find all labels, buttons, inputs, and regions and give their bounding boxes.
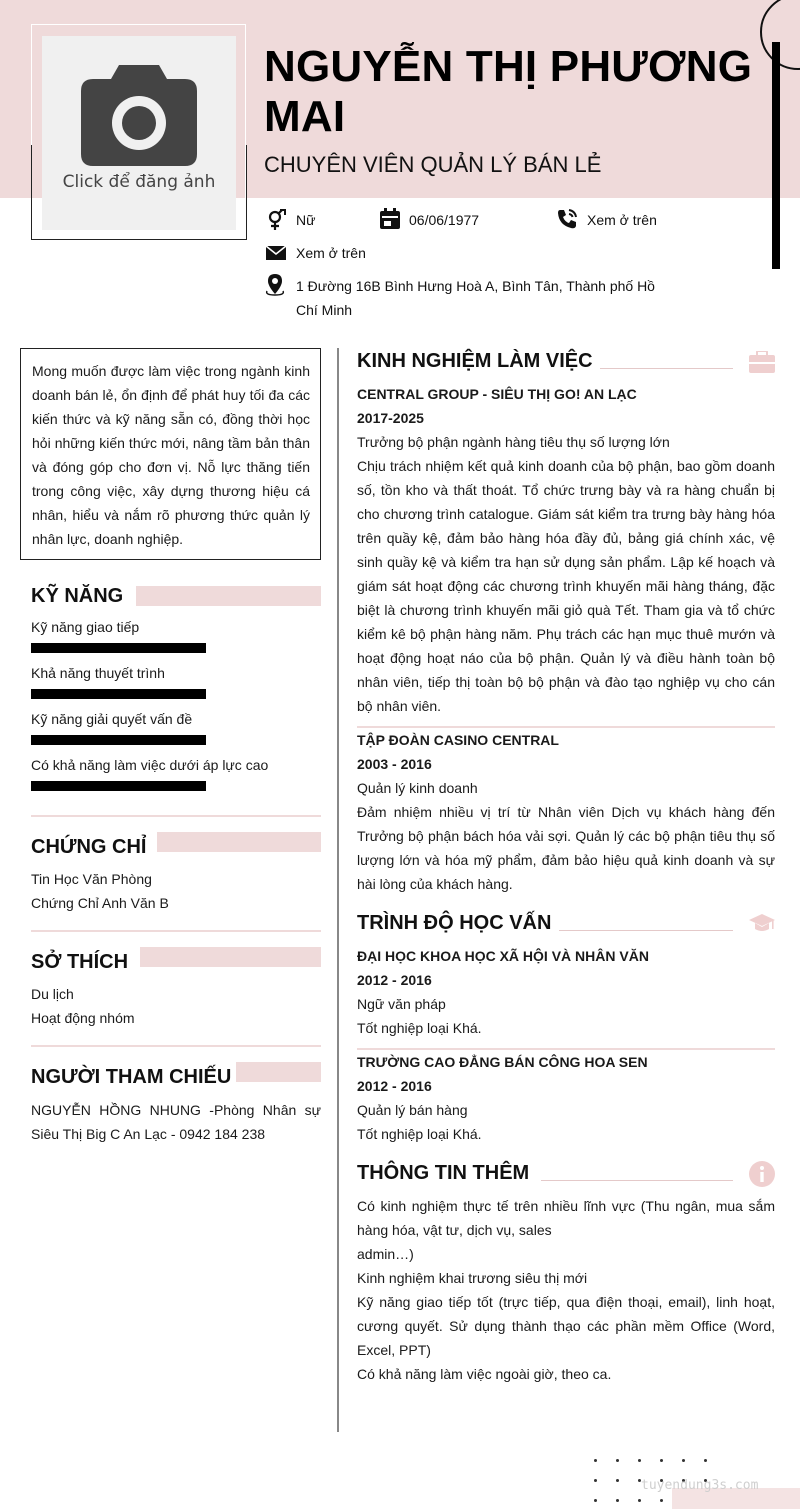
info-icon bbox=[749, 1161, 775, 1187]
education-result: Tốt nghiệp loại Khá. bbox=[357, 1126, 482, 1142]
education-period: 2012 - 2016 bbox=[357, 1078, 432, 1094]
calendar-icon bbox=[379, 208, 401, 230]
additional-info-line: Có khả năng làm việc ngoài giờ, theo ca. bbox=[357, 1366, 612, 1382]
address-value: 1 Đường 16B Bình Hưng Hoà A, Bình Tân, Thành phố Hồ Chí Minh bbox=[296, 278, 655, 318]
experience-period: 2003 - 2016 bbox=[357, 756, 432, 772]
email-icon bbox=[265, 242, 287, 264]
experience-description: Đảm nhiệm nhiều vị trí từ Nhân viên Dịch vụ khách hàng đến Trưởng bộ phận bách hóa vải sợi. Quản lý các bộ phận tiêu thụ số lượng lớn và hóa mỹ phẩm, đảm bảo hiệu quả kinh doanh và sự hài lòng của khách hàng. bbox=[357, 804, 775, 892]
experience-description: Chịu trách nhiệm kết quả kinh doanh của bộ phận, bao gồm doanh số, tồn kho và thất thoát. Tổ chức trưng bày và ra hàng chuẩn bị cho chương trình catalogue. Giám sát kiểm tra trưng bày hàng hóa trên quầy kệ, đảm bảo hàng hóa đầy đủ, bảng giá chính xác, vệ sinh quầy kệ và kiểm tra hạn sử dụng sản phẩm. Lập kế hoạch và giám sát hoạt động các chương trình khuyến mãi hàng tháng, đặc biệt là chương trình khuyến mãi giỏ quà Tết. Tham gia và tổ chức kiểm kê bộ phận hàng năm. Phụ trách các hạn mục thuê mướn và hoạt động hoạt náo của bộ phận. Quản lý và điều hành toàn bộ nhân viên, tiếp thị toàn bộ bộ phận và đào tạo nghiệp vụ cho cán bộ nhân viên. bbox=[357, 458, 775, 714]
certificates-title-bar bbox=[157, 832, 321, 852]
decorative-dot bbox=[594, 1499, 597, 1502]
decorative-dot bbox=[704, 1459, 707, 1462]
skill-label: Có khả năng làm việc dưới áp lực cao bbox=[31, 757, 269, 773]
certificates-title: CHỨNG CHỈ bbox=[31, 836, 147, 858]
birthday-value: 06/06/1977 bbox=[409, 212, 480, 228]
career-objective: Mong muốn được làm việc trong ngành kinh doanh bán lẻ, ổn định để phát huy tối đa các kiến thức và kỹ năng sẵn có, đồng thời học hỏi những kiến thức mới, nâng tầm bản thân và đóng góp cho đơn vị. Nỗ lực thăng tiến trong công việc, xây dựng thương hiệu cá nhân, hiểu và nắm rõ phương thức quản lý nhân lực, doanh nghiệp. bbox=[20, 348, 321, 560]
decorative-dot bbox=[616, 1499, 619, 1502]
skills-title-bar bbox=[136, 586, 321, 606]
phone-icon bbox=[556, 208, 578, 230]
education-school: ĐẠI HỌC KHOA HỌC XÃ HỘI VÀ NHÂN VĂN bbox=[357, 948, 649, 964]
education-period: 2012 - 2016 bbox=[357, 972, 432, 988]
decorative-dot bbox=[638, 1499, 641, 1502]
skill-label: Khả năng thuyết trình bbox=[31, 665, 165, 681]
skill-level-bar bbox=[31, 689, 206, 699]
experience-position: Trưởng bộ phận ngành hàng tiêu thụ số lượng lớn bbox=[357, 434, 670, 450]
experience-position: Quản lý kinh doanh bbox=[357, 780, 478, 796]
experience-company: TẬP ĐOÀN CASINO CENTRAL bbox=[357, 732, 559, 748]
section-divider bbox=[31, 1045, 321, 1047]
additional-info-line: Kỹ năng giao tiếp tốt (trực tiếp, qua điện thoại, email), linh hoạt, cương quyết. Sử dụng thành thạo các phần mềm Office (Word, Excel, PPT) bbox=[357, 1294, 775, 1358]
photo-upload-label: Click để đăng ảnh bbox=[62, 172, 216, 192]
camera-icon bbox=[81, 65, 197, 166]
watermark: tuyendung3s.com bbox=[641, 1478, 759, 1493]
decorative-bar bbox=[772, 42, 780, 269]
education-major: Quản lý bán hàng bbox=[357, 1102, 468, 1118]
decorative-dot bbox=[616, 1479, 619, 1482]
references-title: NGƯỜI THAM CHIẾU bbox=[31, 1066, 232, 1088]
section-divider bbox=[31, 815, 321, 817]
decorative-dot bbox=[682, 1459, 685, 1462]
education-title-line bbox=[559, 930, 733, 931]
additional-info-line: admin…) bbox=[357, 1246, 414, 1262]
skill-label: Kỹ năng giải quyết vấn đề bbox=[31, 711, 193, 727]
gender-icon bbox=[265, 209, 287, 231]
education-major: Ngữ văn pháp bbox=[357, 996, 446, 1012]
column-divider bbox=[337, 348, 339, 1432]
skills-title: KỸ NĂNG bbox=[31, 585, 124, 607]
additional-info-line: Có kinh nghiệm thực tế trên nhiều lĩnh vực (Thu ngân, mua sắm hàng hóa, vật tư, dịch vụ, sales bbox=[357, 1198, 775, 1238]
experience-period: 2017-2025 bbox=[357, 410, 424, 426]
experience-title-line bbox=[600, 368, 733, 369]
additional-info-title: THÔNG TIN THÊM bbox=[357, 1162, 530, 1184]
additional-info-title-line bbox=[541, 1180, 733, 1181]
decorative-dot bbox=[616, 1459, 619, 1462]
job-title: CHUYÊN VIÊN QUẢN LÝ BÁN LẺ bbox=[264, 152, 602, 177]
skill-level-bar bbox=[31, 735, 206, 745]
skill-label: Kỹ năng giao tiếp bbox=[31, 619, 140, 635]
gender-value: Nữ bbox=[296, 212, 316, 228]
certificate-item: Chứng Chỉ Anh Văn B bbox=[31, 895, 169, 911]
hobbies-title: SỞ THÍCH bbox=[31, 951, 129, 973]
reference-text: NGUYỄN HỒNG NHUNG -Phòng Nhân sự Siêu Thị Big C An Lạc - 0942 184 238 bbox=[31, 1102, 321, 1142]
section-divider bbox=[31, 930, 321, 932]
email-value: Xem ở trên bbox=[296, 245, 366, 261]
education-title: TRÌNH ĐỘ HỌC VẤN bbox=[357, 912, 552, 934]
graduation-cap-icon bbox=[749, 913, 775, 933]
photo-upload[interactable] bbox=[42, 36, 236, 230]
briefcase-icon bbox=[749, 351, 775, 373]
education-result: Tốt nghiệp loại Khá. bbox=[357, 1020, 482, 1036]
certificate-item: Tin Học Văn Phòng bbox=[31, 871, 152, 887]
hobbies-title-bar bbox=[140, 947, 321, 967]
decorative-dot bbox=[660, 1499, 663, 1502]
skill-level-bar bbox=[31, 643, 206, 653]
decorative-dot bbox=[594, 1459, 597, 1462]
education-school: TRƯỜNG CAO ĐẲNG BÁN CÔNG HOA SEN bbox=[357, 1054, 648, 1070]
additional-info-line: Kinh nghiệm khai trương siêu thị mới bbox=[357, 1270, 588, 1286]
location-pin-icon bbox=[264, 274, 286, 296]
decorative-dot bbox=[638, 1459, 641, 1462]
references-title-bar bbox=[236, 1062, 321, 1082]
phone-value: Xem ở trên bbox=[587, 212, 657, 228]
experience-company: CENTRAL GROUP - SIÊU THỊ GO! AN LẠC bbox=[357, 386, 637, 402]
hobby-item: Du lịch bbox=[31, 986, 74, 1002]
decorative-dot bbox=[660, 1459, 663, 1462]
hobby-item: Hoạt động nhóm bbox=[31, 1010, 135, 1026]
experience-title: KINH NGHIỆM LÀM VIỆC bbox=[357, 350, 593, 372]
decorative-dot bbox=[594, 1479, 597, 1482]
candidate-name: NGUYỄN THỊ PHƯƠNG MAI bbox=[264, 42, 753, 141]
skill-level-bar bbox=[31, 781, 206, 791]
